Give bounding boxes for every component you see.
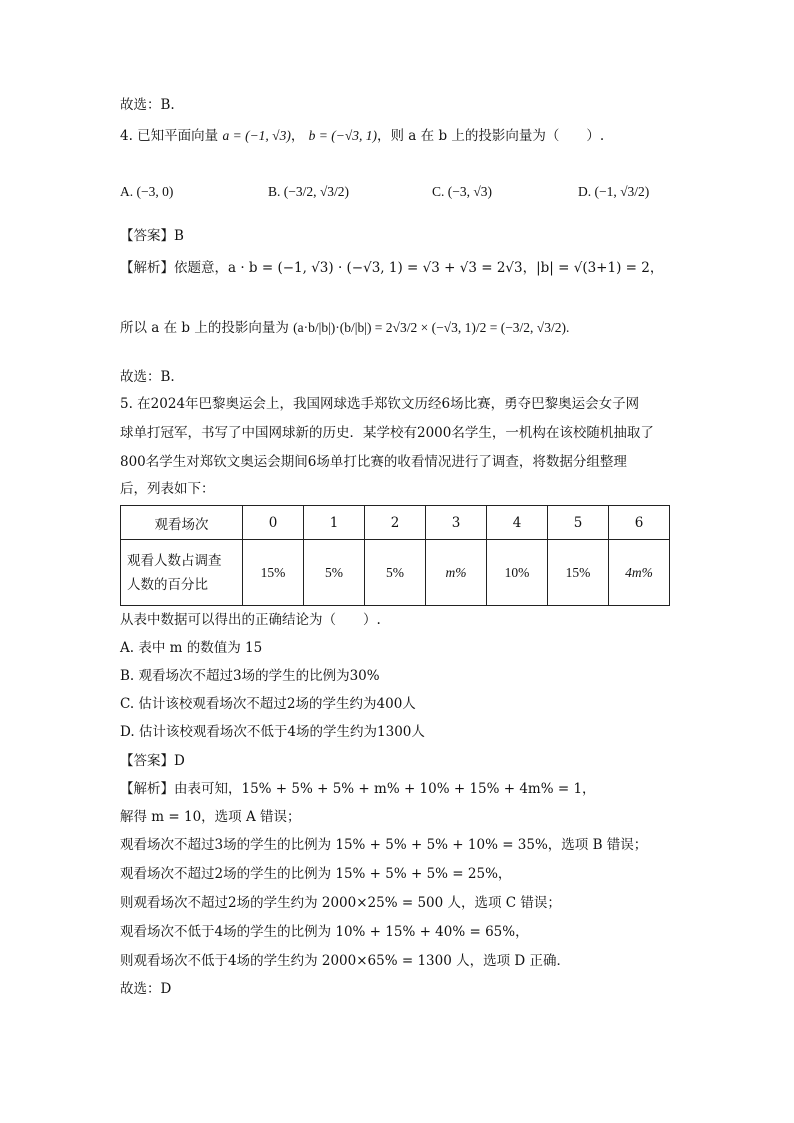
q5-stem-4: 后，列表如下： [120, 481, 215, 497]
q5-option-c: C. 估计该校观看场次不超过2场的学生约为400人 [120, 696, 416, 712]
q4-vector-b: b = (−√3, 1) [308, 128, 378, 143]
table-col-5: 5 [548, 506, 609, 540]
q5-stem-2: 球单打冠军，书写了中国网球新的历史．某学校有2000名学生，一机构在该校随机抽取了 [120, 425, 654, 441]
prev-conclusion: 故选：B. [120, 97, 175, 113]
table-value-5: 15% [548, 540, 609, 606]
q5-analysis-3: 观看场次不超过3场的学生的比例为 15% + 5% + 5% + 10% = 35%，选项 B 错误； [120, 837, 648, 853]
table-col-0: 0 [243, 506, 304, 540]
q4-option-a: A. (−3, 0) [120, 184, 174, 199]
q5-analysis-7: 则观看场次不低于4场的学生约为 2000×65% = 1300 人，选项 D 正确． [120, 953, 571, 969]
q5-analysis-6: 观看场次不低于4场的学生的比例为 10% + 15% + 40% = 65%， [120, 924, 529, 940]
q5-question: 从表中数据可以得出的正确结论为（ ）. [120, 612, 381, 628]
table-header-label: 观看场次 [121, 506, 243, 540]
q4-option-d: D. (−1, √3/2) [578, 184, 650, 199]
q5-data-table [120, 505, 670, 606]
q5-stem-3: 800名学生对郑钦文奥运会期间6场单打比赛的收看情况进行了调查，将数据分组整理 [120, 454, 627, 470]
table-value-0: 15% [243, 540, 304, 606]
table-value-2: 5% [365, 540, 426, 606]
table-row-values [121, 540, 670, 606]
q5-answer: 【答案】D [120, 753, 185, 769]
q4-conclusion: 故选：B. [120, 369, 175, 385]
table-value-4: 10% [487, 540, 548, 606]
table-col-6: 6 [609, 506, 670, 540]
q4-option-c: C. (−3, √3) [432, 184, 493, 199]
q5-analysis-4: 观看场次不超过2场的学生的比例为 15% + 5% + 5% = 25%， [120, 866, 512, 882]
q5-option-d: D. 估计该校观看场次不低于4场的学生约为1300人 [120, 724, 425, 740]
q5-analysis-5: 则观看场次不超过2场的学生约为 2000×25% = 500 人，选项 C 错误； [120, 895, 561, 911]
table-value-6: 4m% [609, 540, 670, 606]
table-col-4: 4 [487, 506, 548, 540]
q5-analysis-2: 解得 m = 10，选项 A 错误； [120, 809, 301, 825]
q4-answer: 【答案】B [120, 228, 184, 244]
table-col-2: 2 [365, 506, 426, 540]
table-col-1: 1 [304, 506, 365, 540]
q5-option-a: A. 表中 m 的数值为 15 [120, 640, 263, 656]
table-value-3: m% [426, 540, 487, 606]
table-value-1: 5% [304, 540, 365, 606]
table-col-3: 3 [426, 506, 487, 540]
q4-analysis-2: 所以 a 在 b 上的投影向量为 (a·b/|b|)·(b/|b|) = 2√3/2 × (−√3, 1)/2 = (−3/2, √3/2). [120, 320, 570, 336]
q4-analysis-1: 【解析】依题意，a · b = (−1, √3) · (−√3, 1) = √3 + √3 = 2√3，|b| = √(3+1) = 2， [120, 260, 664, 276]
table-row-label: 观看人数占调查 人数的百分比 [121, 540, 243, 606]
q5-option-b: B. 观看场次不超过3场的学生的比例为30% [120, 668, 380, 684]
q4-lead: 4. 已知平面向量 [120, 128, 219, 144]
q4-vector-a: a = (−1, √3) [222, 128, 291, 143]
q5-analysis-1: 【解析】由表可知，15% + 5% + 5% + m% + 10% + 15% + 4m% = 1， [120, 781, 596, 797]
q5-stem-1: 5. 在2024年巴黎奥运会上，我国网球选手郑钦文历经6场比赛，勇夺巴黎奥运会女子网 [120, 396, 640, 412]
q4-tail: ，则 a 在 b 上的投影向量为（ ）. [377, 128, 605, 144]
table-row-header [121, 506, 670, 540]
q4-stem: 4. 已知平面向量 a = (−1, √3)， b = (−√3, 1)，则 a 在 b 上的投影向量为（ ）. [120, 128, 605, 144]
q5-conclusion: 故选：D [120, 981, 172, 997]
q4-option-b: B. (−3/2, √3/2) [268, 184, 350, 199]
